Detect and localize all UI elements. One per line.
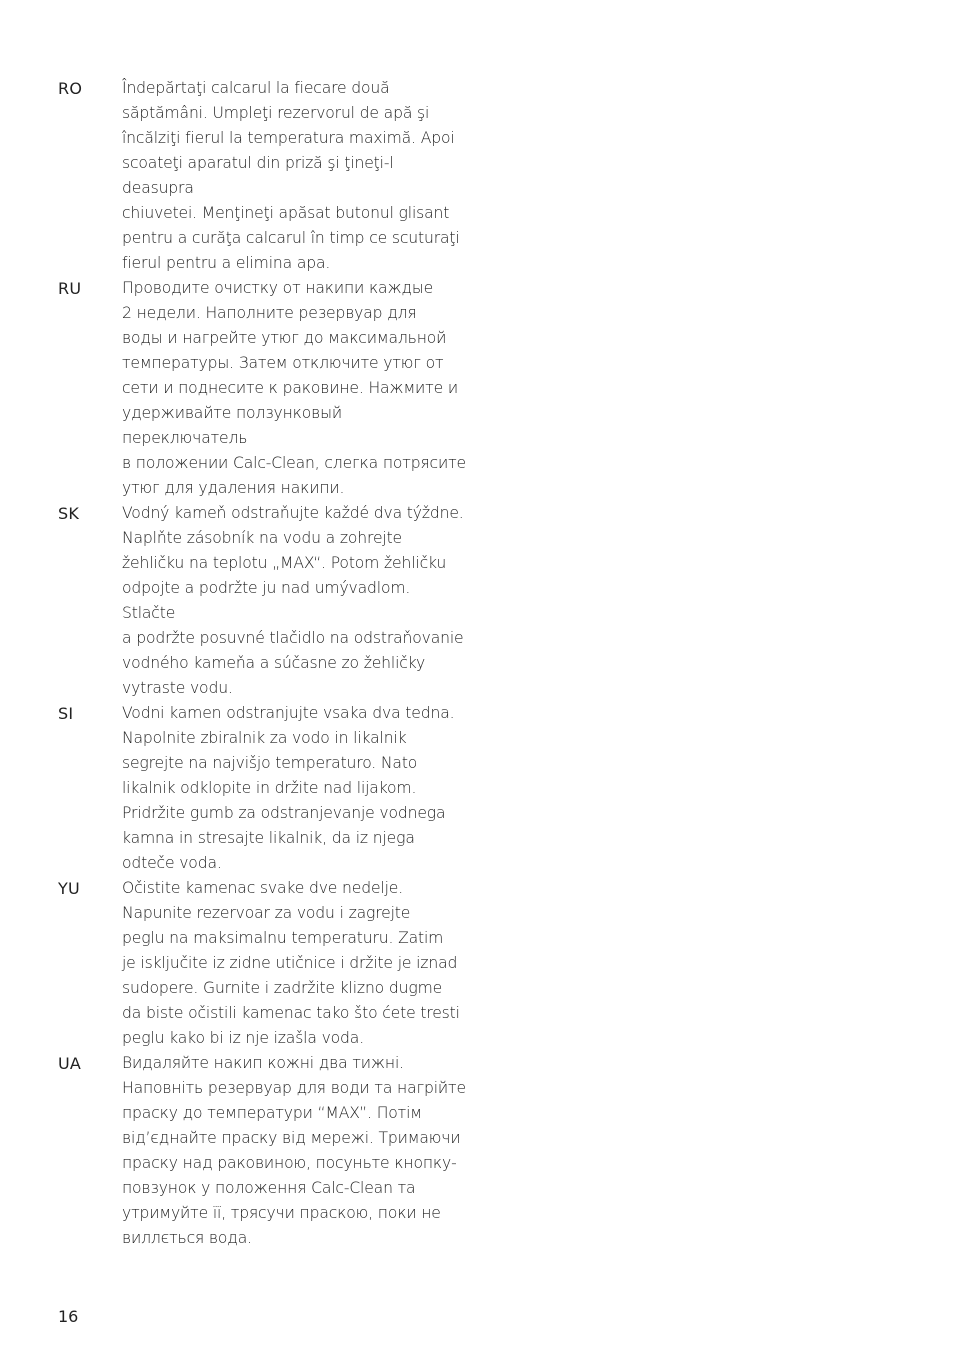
language-code: YU <box>58 879 80 898</box>
language-entry-ua <box>58 1051 478 1251</box>
language-code: RU <box>58 279 82 298</box>
language-entry-ro <box>58 76 478 276</box>
page-number: 16 <box>58 1307 79 1326</box>
instruction-text: Îndepărtaţi calcarul la fiecare două săptămâni. Umpleţi rezervorul de apă şi încălziţi fierul la temperatura maximă. Apoi scoateţi aparatul din priză şi ţineţi-l deasupra chiuvetei. Menţineţi apăsat butonul glisant pentru a curăţa calcarul în timp ce scuturaţi fierul pentru a elimina apa. <box>122 79 460 272</box>
instruction-text: Očistite kamenac svake dve nedelje. Napunite rezervoar za vodu i zagrejte peglu na maksimalnu temperaturu. Zatim je isključite iz zidne utičnice i držite je iznad sudopere. Gurnite i zadržite klizno dugme da biste očistili kamenac tako što ćete tresti peglu kako bi iz nje izašla voda. <box>122 879 460 1047</box>
language-entry-si <box>58 701 478 876</box>
instruction-text: Vodný kameň odstraňujte každé dva týždne. Naplňte zásobník na vodu a zohrejte žehličku na teplotu „MAX“. Potom žehličku odpojte a podržte ju nad umývadlom. Stlačte a podržte posuvné tlačidlo na odstraňovanie vodného kameňa a súčasne zo žehličky vytraste vodu. <box>122 504 464 697</box>
language-code: UA <box>58 1054 82 1073</box>
language-code: SI <box>58 704 74 723</box>
language-entry-yu <box>58 876 478 1051</box>
instruction-text: Видаляйте накип кожні два тижні. Наповніть резервуар для води та нагрійте праску до температури “MAX”. Потім від’єднайте праску від мережі. Тримаючи праску над раковиною, посуньте кнопку- повзунок у положення Calc-Clean та утримуйте її, трясучи праскою, поки не виллється вода. <box>122 1054 466 1247</box>
language-entry-sk <box>58 501 478 701</box>
language-code: RO <box>58 79 83 98</box>
instruction-text: Vodni kamen odstranjujte vsaka dva tedna. Napolnite zbiralnik za vodo in likalnik segrejte na najvišjo temperaturo. Nato likalnik odklopite in držite nad lijakom. Pridržite gumb za odstranjevanje vodnega kamna in stresajte likalnik, da iz njega odteče voda. <box>122 704 455 872</box>
instruction-text: Проводите очистку от накипи каждые 2 недели. Наполните резервуар для воды и нагрейте утюг до максимальной температуры. Затем отключите утюг от сети и поднесите к раковине. Нажмите и удерживайте ползунковый переключатель в положении Calc-Clean, слегка потрясите утюг для удаления накипи. <box>122 279 466 497</box>
instruction-list <box>58 76 478 1251</box>
language-code: SK <box>58 504 80 523</box>
language-entry-ru <box>58 276 478 501</box>
